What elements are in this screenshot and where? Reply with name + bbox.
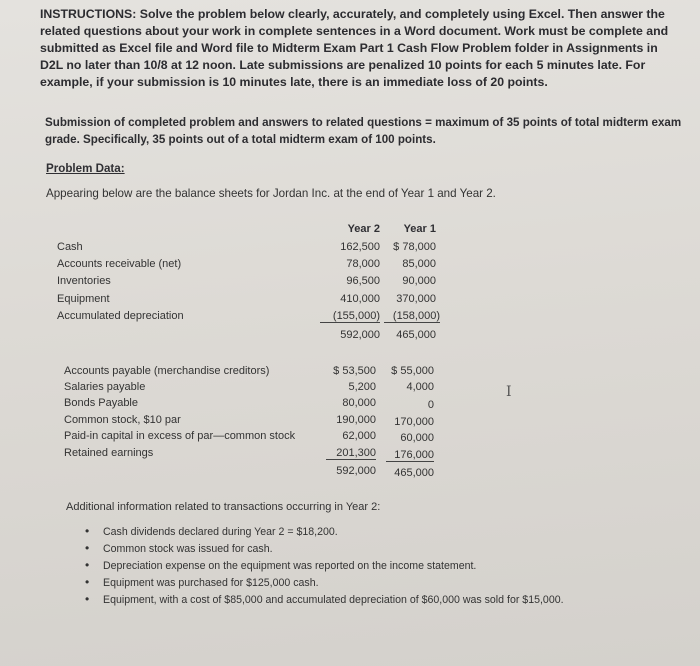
assets-total-year1: 465,000 [396, 329, 436, 341]
asset-label: Cash [57, 241, 83, 253]
liability-year2-value: 190,000 [336, 414, 376, 426]
liability-label: Bonds Payable [64, 397, 138, 409]
liabilities-total-year1: 465,000 [394, 467, 434, 479]
list-item: • Common stock was issued for cash. [85, 541, 273, 555]
intro-text: Appearing below are the balance sheets for Jordan Inc. at the end of Year 1 and Year 2. [46, 187, 496, 200]
list-item: • Depreciation expense on the equipment was reported on the income statement. [85, 558, 477, 572]
liability-label: Retained earnings [64, 447, 154, 459]
asset-year2-value: (155,000) [320, 310, 380, 323]
liability-year2-value: 62,000 [342, 430, 376, 442]
list-item: • Equipment, with a cost of $85,000 and accumulated depreciation of $60,000 was sold for $15,000. [85, 592, 564, 606]
asset-year2-value: 162,500 [340, 241, 380, 253]
asset-label: Inventories [57, 275, 111, 287]
additional-info-list [85, 524, 564, 609]
bullet-icon: • [85, 592, 90, 606]
liability-year2-value: 201,300 [326, 447, 376, 460]
liability-label: Accounts payable (merchandise creditors) [64, 365, 270, 377]
instructions-deadline: 10/8 at 12 noon. [143, 58, 236, 72]
asset-year2-value: 96,500 [346, 275, 380, 287]
problem-heading: Problem Data: [46, 162, 125, 175]
liability-year2-value: $ 53,500 [333, 365, 376, 377]
instructions-tail: Late submissions are penalized 10 points for each 5 minutes late. For example, if your submission is 10 minutes late, there is an immediate loss of 20 points. [40, 58, 646, 89]
asset-label: Accounts receivable (net) [57, 258, 182, 270]
liability-year2-value: 5,200 [348, 381, 376, 393]
bullet-icon: • [85, 541, 90, 555]
asset-year1-value: $ 78,000 [393, 241, 436, 253]
asset-year1-value: 370,000 [396, 293, 436, 305]
liability-label: Common stock, $10 par [64, 414, 181, 426]
liability-year1-value: 176,000 [386, 449, 434, 462]
liabilities-total-year2: 592,000 [336, 465, 376, 477]
asset-label: Accumulated depreciation [57, 310, 184, 322]
bullet-icon: • [85, 575, 90, 589]
assets-total-year2: 592,000 [340, 329, 380, 341]
asset-year2-value: 410,000 [340, 293, 380, 305]
liability-year1-value: 4,000 [406, 381, 434, 393]
asset-year1-value: (158,000) [384, 310, 440, 323]
liability-year1-value: $ 55,000 [391, 365, 434, 377]
asset-year2-value: 78,000 [346, 258, 380, 270]
liability-year2-value: 80,000 [342, 397, 376, 409]
bullet-icon: • [85, 524, 90, 538]
bullet-icon: • [85, 558, 90, 572]
column-header-year1: Year 1 [403, 223, 436, 235]
asset-year1-value: 90,000 [402, 275, 436, 287]
liability-year1-value: 60,000 [400, 432, 434, 444]
instructions-paragraph [40, 6, 680, 91]
text-cursor-icon: I [506, 384, 512, 400]
liability-label: Paid-in capital in excess of par—common stock [64, 430, 296, 442]
asset-year1-value: 85,000 [402, 258, 436, 270]
asset-label: Equipment [57, 293, 110, 305]
list-item: • Equipment was purchased for $125,000 cash. [85, 575, 319, 589]
liability-year1-value: 170,000 [394, 416, 434, 428]
additional-info-heading: Additional information related to transactions occurring in Year 2: [66, 501, 381, 513]
column-header-year2: Year 2 [347, 223, 380, 235]
list-item: • Cash dividends declared during Year 2 = $18,200. [85, 524, 338, 538]
liability-label: Salaries payable [64, 381, 146, 393]
liability-year1-value: 0 [427, 399, 434, 411]
instructions-lead: INSTRUCTIONS: Solve the problem below clearly, accurately, and completely using Excel. Then answer the related questions about your work in complete sentences in a Word document. Work must be complete and submitted as Excel file and Word file to Midterm Exam Part 1 Cash Flow Problem folder in Assignments in D2L no later than [40, 7, 669, 72]
submission-note: Submission of completed problem and answers to related questions = maximum of 35 points of total midterm exam grade. Specifically, 35 points out of a total midterm exam of 100 points. [45, 116, 682, 146]
